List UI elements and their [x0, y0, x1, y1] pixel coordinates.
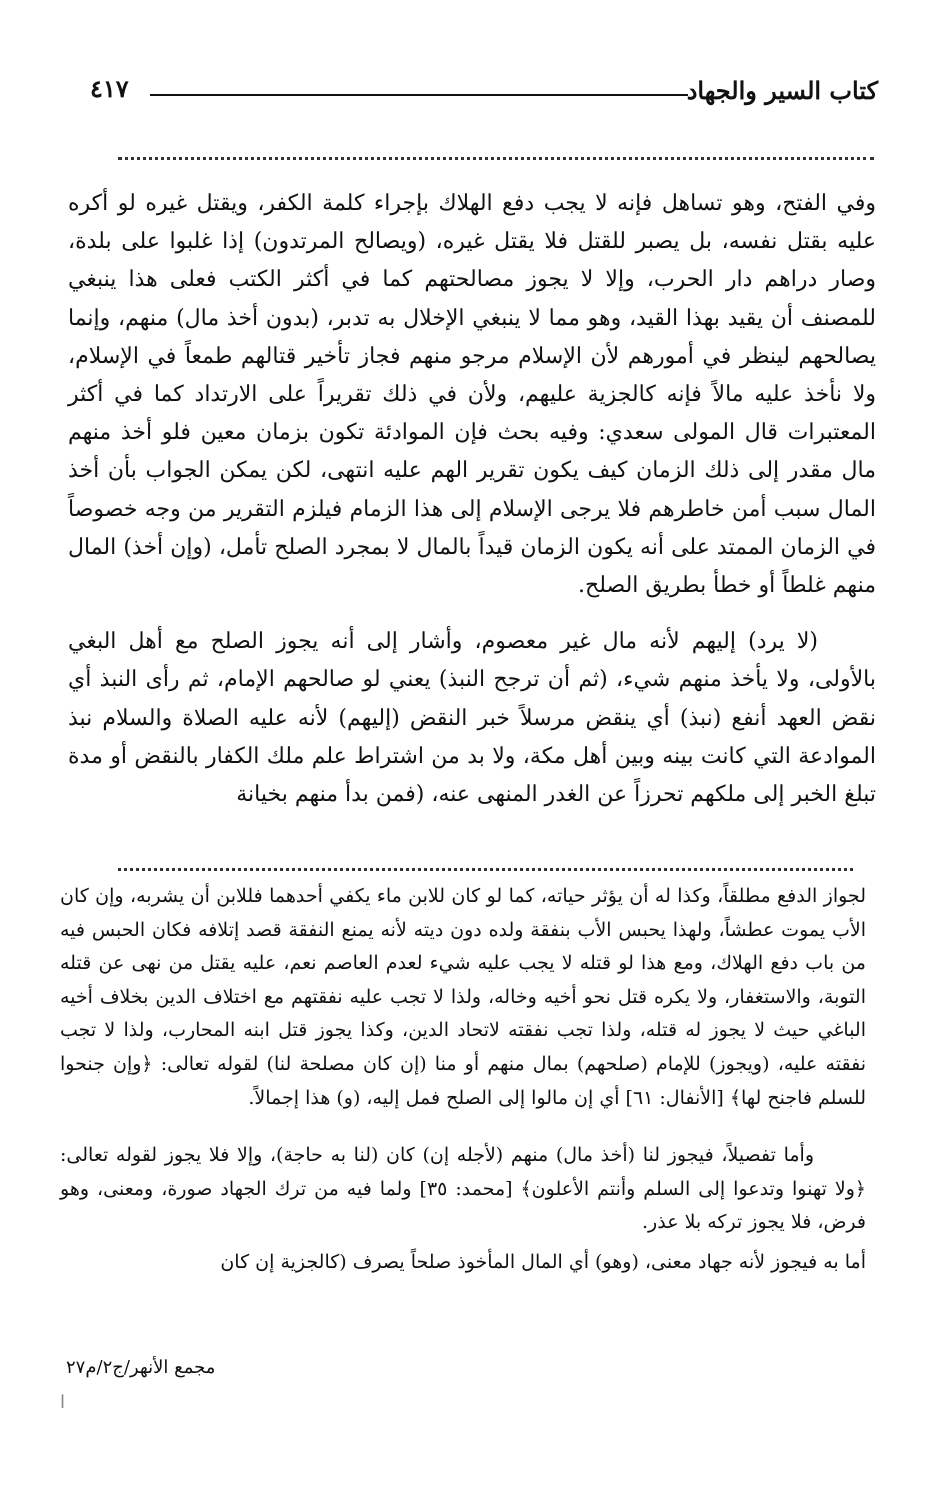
footnote-paragraph-1: لجواز الدفع مطلقاً، وكذا له أن يؤثر حياته، كما لو كان للابن ماء يكفي أحدهما فللابن أن يشربه، وإن كان الأب يموت عطشاً، ولهذا يحبس الأب بنفقة ولده دون ديته لأنه يمنع النفقة قصد إتلافه فكان الحبس فيه من باب دفع الهلاك، ومع هذا لو قتله لا يجب عليه شيء لعدم العاصم نعم، عليه يقتل من نهى عن قتله التوبة، والاستغفار، ولا يكره قتل نحو أخيه وخاله، ولذا لا تجب عليه نفقتهم مع اختلاف الدين بخلاف أخيه الباغي حيث لا يجوز له قتله، ولذا تجب نفقته لاتحاد الدين، وكذا يجوز قتل ابنه المحارب، ولذا لا تجب نفقته عليه، (ويجوز) للإمام (صلحهم) بمال منهم أو منا (إن كان مصلحة لنا) لقوله تعالى: ﴿وإن جنحوا للسلم فاجنح لها﴾ [الأنفال: ٦١] أي إن مالوا إلى الصلح فمل إليه، (و) هذا إجمالاً.: [60, 885, 866, 1109]
footnotes: [60, 880, 866, 1280]
dotted-separator-top: [118, 157, 874, 162]
volume-reference: مجمع الأنهر/ج٢/م٢٧: [66, 1357, 216, 1378]
footnote-paragraph-3: أما به فيجوز لأنه جهاد معنى، (وهو) أي المال المأخوذ صلحاً يصرف (كالجزية إن كان: [220, 1250, 866, 1273]
main-text: [68, 185, 876, 814]
dotted-separator-footnotes: [118, 868, 853, 873]
header-rule: [150, 94, 688, 96]
footnote-paragraph-2: وأما تفصيلاً، فيجوز لنا (أخذ مال) منهم (لأجله إن) كان (لنا به حاجة)، وإلا فلا يجوز لقوله تعالى: ﴿ولا تهنوا وتدعوا إلى السلم وأنتم الأعلون﴾ [محمد: ٣٥] ولما فيه من ترك الجهاد صورة، ومعنى، وهو فرض، فلا يجوز تركه بلا عذر.: [60, 1144, 866, 1234]
page-title: كتاب السير والجهاد: [686, 76, 878, 105]
main-paragraph-1: وفي الفتح، وهو تساهل فإنه لا يجب دفع الهلاك بإجراء كلمة الكفر، ويقتل غيره لو أكره عليه بقتل نفسه، بل يصبر للقتل فلا يقتل غيره، (ويصالح المرتدون) إذا غلبوا على بلدة، وصار دراهم دار الحرب، وإلا لا يجوز مصالحتهم كما في أكثر الكتب فعلى هذا ينبغي للمصنف أن يقيد بهذا القيد، وهو مما لا ينبغي الإخلال به تدبر، (بدون أخذ مال) منهم، وإنما يصالحهم لينظر في أمورهم لأن الإسلام مرجو منهم فجاز تأخير قتالهم طمعاً في الإسلام، ولا نأخذ عليه مالاً فإنه كالجزية عليهم، ولأن في ذلك تقريراً على الارتداد كما في أكثر المعتبرات قال المولى سعدي: وفيه بحث فإن الموادئة تكون بزمان معين فلو أخذ منهم مال مقدر إلى ذلك الزمان كيف يكون تقرير الهم عليه انتهى، لكن يمكن الجواب بأن أخذ المال سبب أمن خاطرهم فلا يرجى الإسلام إلى هذا الزمام فيلزم التقرير من وجه خصوصاً في الزمان الممتد على أنه يكون الزمان قيداً بالمال لا بمجرد الصلح تأمل، (وإن أخذ) المال منهم غلطاً أو خطأ بطريق الصلح.: [68, 191, 876, 599]
main-paragraph-2: (لا يرد) إليهم لأنه مال غير معصوم، وأشار إلى أنه يجوز الصلح مع أهل البغي بالأولى، ولا يأخذ منهم شيء، (ثم أن ترجح النبذ) يعني لو صالحهم الإمام، ثم رأى النبذ أي نقض العهد أنفع (نبذ) أي ينقض مرسلاً خبر النقض (إليهم) لأنه عليه الصلاة والسلام نبذ الموادعة التي كانت بينه وبين أهل مكة، ولا بد من اشتراط علم ملك الكفار بالنقض أو مدة تبلغ الخبر إلى ملكهم تحرزاً عن الغدر المنهى عنه، (فمن بدأ منهم بخيانة: [68, 629, 876, 808]
page-number: ٤١٧: [90, 74, 129, 103]
margin-mark: ا: [60, 1392, 66, 1413]
page-header: [90, 70, 878, 110]
